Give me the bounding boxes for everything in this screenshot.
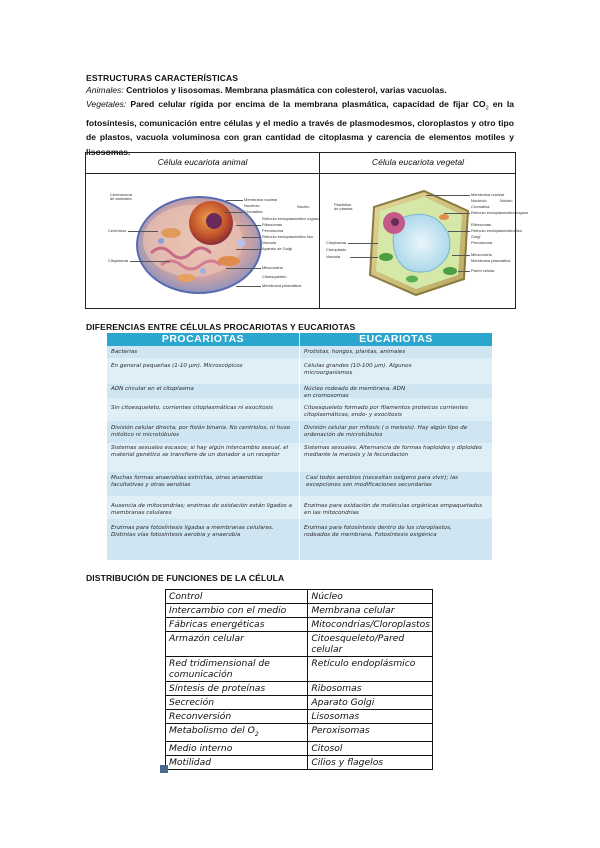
func-cell: Síntesis de proteínas xyxy=(166,682,308,696)
table-row xyxy=(166,696,433,710)
animal-label-r7: Vacuola xyxy=(262,240,277,245)
section-title-diferencias: DIFERENCIAS ENTRE CÉLULAS PROCARIOTAS Y EUCARIOTAS xyxy=(86,322,356,332)
func-cell: Red tridimensional de comunicación xyxy=(166,657,308,682)
cmp-row6-left: Muchas formas anaerobias estrictas, otras anaerobias facultativas y otras aerobias xyxy=(111,475,263,488)
org-cell: Mitocondrias/Cloroplastos xyxy=(308,618,433,632)
cmp-row1-left: En general pequeñas (1-10 µm). Microscópicos xyxy=(111,363,243,369)
cmp-row5-right: Sistemas sexuales. Alternancia de formas haploides y diploides mediante la meiosis y la fecundación xyxy=(304,445,482,458)
func-cell: Armazón celular xyxy=(166,632,308,657)
table-row xyxy=(166,755,433,769)
plant-label-r1: Nucléolo xyxy=(471,198,487,203)
plant-label-r7: Peroxisoma xyxy=(471,240,493,245)
animal-label-citoplasma: Citoplasma xyxy=(108,258,129,263)
animal-label-r6: Retículo endoplasmático liso xyxy=(262,234,313,239)
cmp-row0-right: Protistas, hongos, plantas, animales xyxy=(304,349,406,355)
cmp-row3-left: Sin citoesqueleto, corrientes citoplasmáticas ni exocitosis xyxy=(111,405,273,411)
cmp-row3-right: Citoesqueleto formado por filamentos proteicos corrientes citoplasmáticas, endo- y exocitosis xyxy=(304,405,468,418)
cmp-row7-right: Enzimas para oxidación de moléculas orgánicas empaquetados en las mitocondrias xyxy=(304,503,483,516)
plant-label-cloroplasto: Cloroplasto xyxy=(326,247,347,252)
cmp-row8-right: Enzimas para fotosíntesis dentro de los cloroplastos, rodeados de membrana. Fotosíntesis oxigénica xyxy=(304,525,452,538)
label-vegetales: Vegetales: xyxy=(86,99,127,110)
func-cell: Motilidad xyxy=(166,755,308,769)
cmp-row4-left: División celular directa, por fisión binaria. No centriolos, ni huso mitótico ni microtúbulos xyxy=(111,425,291,438)
table-row xyxy=(166,618,433,632)
table-row xyxy=(166,710,433,724)
func-cell: Medio interno xyxy=(166,741,308,755)
plant-cell-illustration xyxy=(364,187,472,299)
paragraph-estructuras xyxy=(86,83,514,159)
org-cell: Ribosomas xyxy=(308,682,433,696)
org-cell: Citoesqueleto/Pared celular xyxy=(308,632,433,657)
plant-label-r2: Cromatina xyxy=(471,204,490,209)
plant-label-r4: Ribosomas xyxy=(471,222,492,227)
section-title-distribucion: DISTRIBUCIÓN DE FUNCIONES DE LA CÉLULA xyxy=(86,573,285,583)
table-row xyxy=(166,724,433,742)
animal-label-r11: Membrana plasmática xyxy=(262,283,302,288)
func-o2-text: Metabolismo del O xyxy=(169,725,255,736)
header-procariotas: PROCARIOTAS xyxy=(107,333,299,346)
header-eucariotas: EUCARIOTAS xyxy=(300,333,492,346)
plant-label-r9: Membrana plasmática xyxy=(471,258,511,263)
org-cell: Cilios y flagelos xyxy=(308,755,433,769)
plant-label-vacuola: Vacuola xyxy=(326,254,341,259)
func-cell: Intercambio con el medio xyxy=(166,604,308,618)
func-cell xyxy=(166,724,308,742)
cmp-row8-left: Enzimas para fotosíntesis ligadas a membranas celulares. Distintas vías fotosíntesis aerobia y anaerobia xyxy=(111,525,274,538)
plant-label-topleft: Plastidios de plantas xyxy=(334,202,353,211)
animal-label-r8: Aparato de Golgi xyxy=(262,246,293,251)
table-row xyxy=(166,632,433,657)
cmp-row2-right: Núcleo rodeado de membrana. ADN en cromosomas xyxy=(304,386,406,399)
animal-label-r2: Cromatina xyxy=(244,209,263,214)
org-cell: Citosol xyxy=(308,741,433,755)
animal-label-nucleo: Núcleo xyxy=(297,204,310,209)
table-row xyxy=(166,590,433,604)
text-vegetales-1: Pared celular rígida por encima de la membrana plasmática, capacidad de fijar CO xyxy=(126,99,486,110)
func-cell: Reconversión xyxy=(166,710,308,724)
animal-label-r3: Retículo endoplasmático rugoso xyxy=(262,216,320,221)
org-cell: Membrana celular xyxy=(308,604,433,618)
cell-figure-table xyxy=(85,152,529,309)
plant-label-r0: Membrana nuclear xyxy=(471,192,505,197)
cmp-row5-left: Sistemas sexuales escasos; si hay algún intercambio sexual, el material genético se transfiere de un donador a un receptor xyxy=(111,445,289,458)
org-cell: Retículo endoplásmico xyxy=(308,657,433,682)
label-animales: Animales: xyxy=(86,85,124,95)
plant-label-r5: Retículo endoplasmático liso xyxy=(471,228,522,233)
text-animales: Centriolos y lisosomas. Membrana plasmática con colesterol, varias vacuolas. xyxy=(123,85,447,95)
func-cell: Control xyxy=(166,590,308,604)
plant-label-r6: Golgi xyxy=(471,234,481,239)
plant-label-citoplasma: Citoplasma xyxy=(326,240,347,245)
animal-label-centriolos: Centríolos xyxy=(108,228,127,233)
animal-label-r4: Ribosomas xyxy=(262,222,283,227)
caption-animal: Célula eucariota animal xyxy=(157,157,248,167)
org-cell: Lisosomas xyxy=(308,710,433,724)
section-title-estructuras: ESTRUCTURAS CARACTERÍSTICAS xyxy=(86,73,239,83)
comparison-table xyxy=(107,333,492,560)
cmp-row4-right: División celular por mitosis ( o meiosis). Hay algún tipo de ordenación de microtúbulos xyxy=(304,425,468,438)
animal-label-r5: Peroxisoma xyxy=(262,228,284,233)
table-row xyxy=(166,741,433,755)
animal-label-r10: Citoesqueleto xyxy=(262,274,287,279)
caption-vegetal: Célula eucariota vegetal xyxy=(371,157,465,167)
animal-label-r9: Mitocondria xyxy=(262,265,283,270)
cmp-row1-right: Células grandes (10-100 µm). Algunos microorganismos xyxy=(304,363,412,376)
func-cell: Secreción xyxy=(166,696,308,710)
text-vegetales-2: en la fotosíntesis, comunicación entre células y el medio a través de plasmodesmos, cloroplastos y otro tipo de plastos, vacuola voluminosa con gran cantidad de citoplasma y carencia de elementos motiles y lisosomas. xyxy=(86,99,514,157)
org-cell: Peroxisomas xyxy=(308,724,433,742)
animal-label-topleft: Centrosoma de animales xyxy=(110,192,132,201)
cmp-row2-left: ADN circular en el citoplasma xyxy=(111,386,194,392)
plant-label-r10: Pared celular xyxy=(471,268,495,273)
org-cell: Núcleo xyxy=(308,590,433,604)
plant-label-nucleo: Núcleo xyxy=(500,198,513,203)
animal-label-r1: Nucléolo xyxy=(244,203,260,208)
cmp-row6-right: Casi todos aerobios (necesitan oxígeno para vivir); las excepciones son modificaciones secundarias xyxy=(306,475,459,488)
org-cell: Aparato Golgi xyxy=(308,696,433,710)
func-o2-sub: 2 xyxy=(254,730,259,738)
table-row xyxy=(166,604,433,618)
table-row xyxy=(166,682,433,696)
decorative-mark xyxy=(160,765,168,773)
plant-label-r8: Mitocondria xyxy=(471,252,492,257)
plant-label-r3: Retículo endoplasmático rugoso xyxy=(471,210,529,215)
functions-table xyxy=(165,589,433,770)
animal-label-r0: Membrana nuclear xyxy=(244,197,278,202)
func-cell: Fábricas energéticas xyxy=(166,618,308,632)
text-vegetales-sub: 2 xyxy=(485,105,489,112)
cmp-row7-left: Ausencia de mitocondrias; enzimas de oxidación están ligados a membranas celulares xyxy=(111,503,292,516)
table-row xyxy=(166,657,433,682)
cmp-row0-left: Bacterias xyxy=(111,349,138,355)
